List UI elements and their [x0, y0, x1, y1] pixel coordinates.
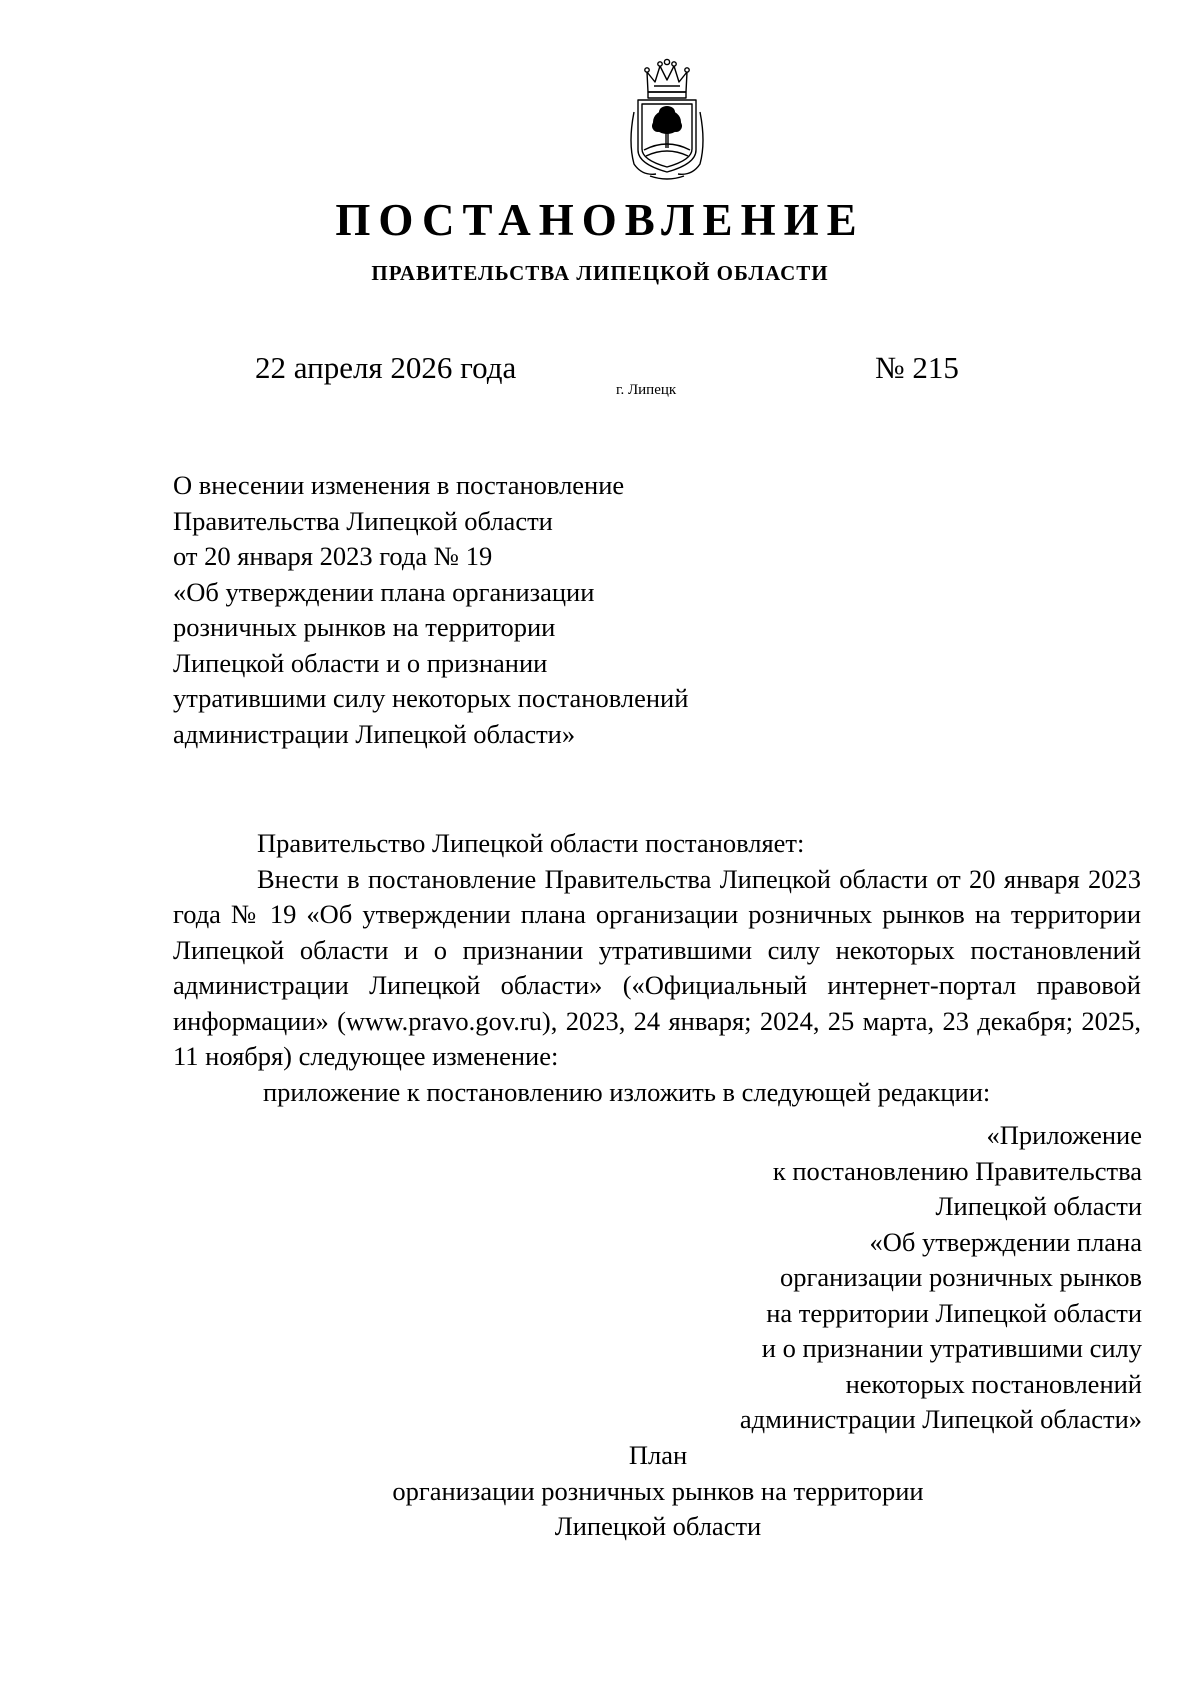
plan-line: организации розничных рынков на территории: [392, 1475, 924, 1506]
document-body: [173, 826, 1141, 1110]
plan-title: [0, 1438, 1200, 1545]
appendix-line: на территории Липецкой области: [766, 1297, 1142, 1328]
document-title: ПОСТАНОВЛЕНИЕ: [335, 195, 865, 245]
plan-line: Липецкой области: [554, 1511, 762, 1541]
document-date: 22 апреля 2026 года: [255, 350, 517, 385]
subject-line: Липецкой области и о признании: [173, 647, 548, 678]
document-issuer: ПРАВИТЕЛЬСТВА ЛИПЕЦКОЙ ОБЛАСТИ: [371, 261, 829, 285]
subject-line: утратившими силу некоторых постановлений: [173, 683, 689, 713]
document-subject: [173, 468, 873, 752]
coat-of-arms-icon: [620, 52, 714, 182]
document-number: № 215: [875, 350, 959, 385]
subject-line: О внесении изменения в постановление: [173, 470, 625, 500]
body-instruction: приложение к постановлению изложить в следующей редакции:: [263, 1076, 991, 1107]
body-paragraph: Внести в постановление Правительства Липецкой области от 20 января 2023 года № 19 «Об утверждении плана организации розничных рынков на территории Липецкой области и о признании утратившими силу некоторых постановлений администрации Липецкой области» («Официальный интернет-портал правовой информации» (www.pravo.gov.ru), 2023, 24 января; 2024, 25 марта, 23 декабря; 2025, 11 ноября) следующее изменение:: [173, 863, 1141, 1071]
appendix-line: «Приложение: [986, 1120, 1142, 1150]
subject-line: «Об утверждении плана организации: [173, 576, 595, 607]
appendix-line: некоторых постановлений: [845, 1368, 1142, 1399]
appendix-line: администрации Липецкой области»: [739, 1404, 1142, 1434]
body-preamble: Правительство Липецкой области постановляет:: [257, 828, 805, 858]
subject-line: администрации Липецкой области»: [173, 718, 576, 749]
appendix-line: организации розничных рынков: [780, 1262, 1142, 1292]
plan-line: План: [628, 1440, 688, 1470]
appendix-heading: [582, 1118, 1142, 1438]
appendix-line: к постановлению Правительства: [772, 1155, 1142, 1186]
subject-line: от 20 января 2023 года № 19: [173, 541, 493, 571]
appendix-line: «Об утверждении плана: [869, 1226, 1142, 1257]
subject-line: Правительства Липецкой области: [173, 505, 553, 536]
subject-line: розничных рынков на территории: [173, 612, 556, 642]
appendix-line: Липецкой области: [935, 1191, 1142, 1221]
document-city: г. Липецк: [616, 382, 677, 398]
appendix-line: и о признании утратившими силу: [761, 1333, 1142, 1363]
